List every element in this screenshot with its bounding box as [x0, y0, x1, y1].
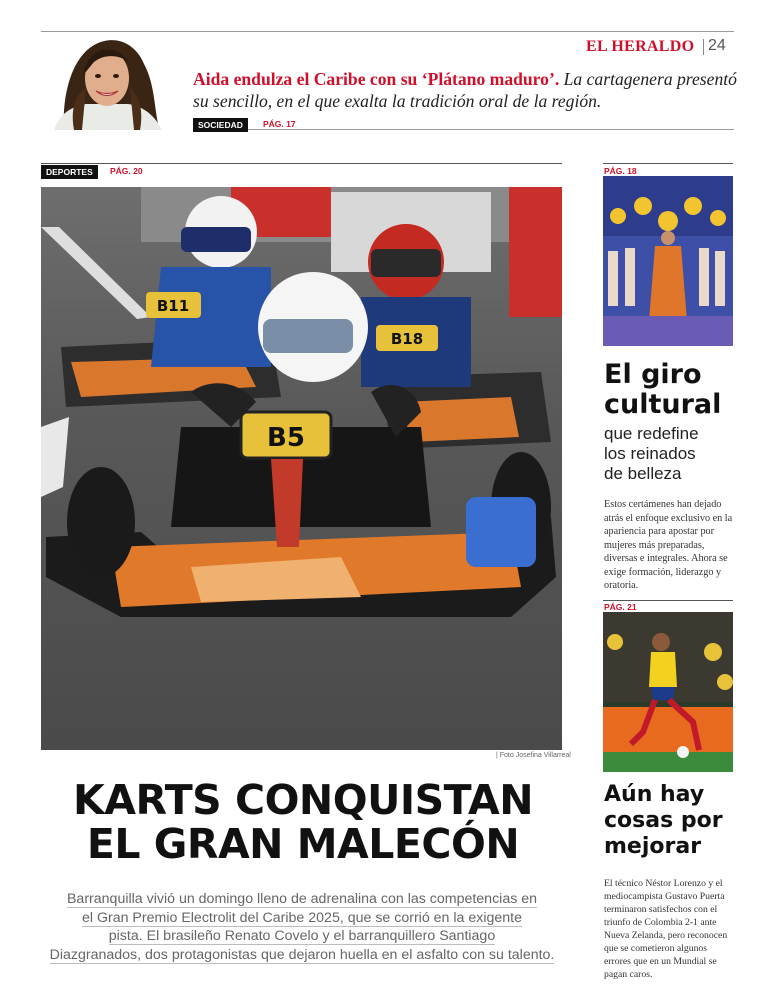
side1-photo-pageant[interactable]: [603, 176, 733, 346]
top-rule: [41, 31, 734, 32]
headline-line-2: EL GRAN MALECÓN: [86, 820, 520, 868]
side1-body: Estos certámenes han dejado atrás el enfoque exclusivo en la apariencia para apostar por mujeres más preparadas, diversas e integrales. Ahora se exige formación, liderazgo y oratoria.: [604, 499, 733, 591]
subtitle-line: de belleza: [604, 464, 682, 483]
dek-line: Barranquilla vivió un domingo lleno de adrenalina con las competencias en: [66, 891, 538, 907]
page-ref-sociedad: PÁG. 17: [263, 119, 296, 129]
kart-number-b18: B18: [390, 330, 424, 348]
teaser-portrait[interactable]: [46, 34, 168, 130]
section-tag-deportes: DEPORTES: [41, 165, 98, 179]
side2-title-line: cosas por: [604, 808, 723, 833]
side1-subtitle: [604, 424, 744, 484]
page-ref-deportes: PÁG. 20: [110, 166, 143, 176]
subtitle-line: que redefine: [604, 424, 699, 443]
side1-title-line-2: cultural: [604, 389, 722, 420]
page-number: 24: [708, 37, 726, 54]
page-ref-side2: PÁG. 21: [604, 602, 637, 612]
dek-line: Diazgranados, dos protagonistas que dejaron huella en el asfalto con su talento.: [49, 946, 555, 963]
headline-line-1: KARTS CONQUISTAN: [72, 776, 534, 824]
subtitle-line: los reinados: [604, 444, 696, 463]
side1-title[interactable]: [604, 360, 744, 420]
main-dek: [40, 890, 564, 964]
page-ref-side1: PÁG. 18: [604, 166, 637, 176]
teaser-body: La cartagenera presentó su sencillo, en el que exalta la tradición oral de la región.: [193, 69, 737, 111]
main-headline[interactable]: [36, 778, 570, 866]
teaser-title: Aida endulza el Caribe con su ‘Plátano maduro’.: [193, 69, 560, 89]
photo-credit: | Foto Josefina Villarreal: [496, 752, 571, 759]
teaser-text[interactable]: [193, 68, 743, 112]
side2-body: El técnico Néstor Lorenzo y el mediocampista Gustavo Puerta terminaron satisfechos con el triunfo de Colombia 2-1 ante Nueva Zelanda, pero reconocen que se cometieron algunos errores que en un Mundial se pagan caros.: [604, 878, 728, 980]
side2-title[interactable]: [604, 782, 749, 860]
brand-logo: EL HERALDO: [586, 38, 695, 55]
kart-number-b11: B11: [156, 297, 190, 315]
section-tag-sociedad: SOCIEDAD: [193, 118, 248, 132]
side2-title-line: Aún hay: [604, 782, 705, 807]
side2-title-line: mejorar: [604, 834, 702, 859]
dek-line: pista. El brasileño Renato Covelo y el barranquillero Santiago: [108, 928, 496, 944]
main-photo-karts[interactable]: [41, 187, 562, 750]
kart-number-b5: B5: [267, 423, 305, 453]
side1-title-line-1: El giro: [604, 359, 702, 390]
dek-line: el Gran Premio Electrolit del Caribe 2025, que se corrió en la exigente: [81, 909, 523, 926]
side2-photo-soccer[interactable]: [603, 612, 733, 772]
page-separator: [703, 39, 704, 55]
